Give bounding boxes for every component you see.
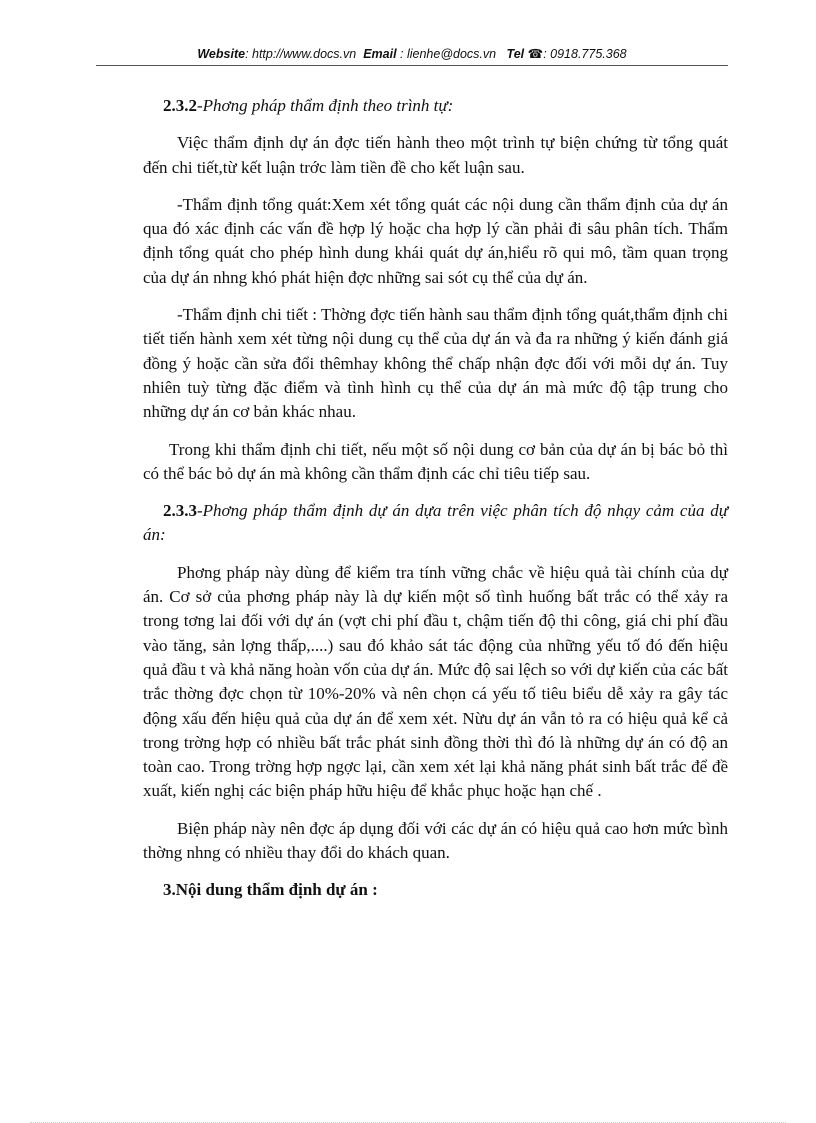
paragraph: Việc thẩm định dự án đợc tiến hành theo một trình tự biện chứng từ tổng quát đến chi tiết,từ kết luận trớc làm tiền đề cho kết luận sau. — [143, 133, 728, 177]
website-value: : http://www.docs.vn — [245, 47, 357, 61]
paragraph: -Thẩm định tổng quát:Xem xét tổng quát các nội dung cần thẩm định của dự án qua đó xác định các vấn đề hợp lý hoặc cha hợp lý cần phải đi sâu phân tích. Thẩm định tổng quát cho phép hình dung khái quát dự án,hiểu rõ qui mô, tầm quan trọng của dự án nhng khó phát hiện đợc những sai sót cụ thể của dự án. — [143, 194, 728, 287]
section-number: 2.3.2 — [163, 96, 197, 115]
paragraph: Phơng pháp này dùng để kiểm tra tính vững chắc về hiệu quả tài chính của dự án. Cơ sở của phơng pháp này là dự kiến một số tình huống bất trắc có thể xảy ra trong tơng lai đối với dự án (vợt chi phí đầu t, chậm tiến độ thi công, giá chi phí đầu vào tăng, sản lợng thấp,....) sau đó khảo sát tác động của những yếu tố đó đến hiệu quả đầu t và khả năng hoàn vốn của dự án. Mức độ sai lệch so với dự kiến của các bất trắc thờng đợc chọn từ 10%-20% và nên chọn cá yếu tố tiêu biểu dễ xảy ra gây tác động xấu đến hiệu quả của dự án để xem xét. Nừu dự án vẫn tỏ ra có hiệu quả kể cả trong trờng hợp có nhiều bất trắc phát sinh đồng thời thì đó là những dự án có độ an toàn cao. Trong trờng hợp ngợc lại, cần xem xét lại khả năng phát sinh bất trắc để đề xuất, kiến nghị các biện pháp hữu hiệu để khắc phục hoặc hạn chế . — [143, 562, 728, 801]
tel-label: Tel — [506, 47, 525, 61]
section-heading-3: 3.Nội dung thẩm định dự án : — [163, 880, 378, 900]
phone-icon: ☎ — [527, 47, 544, 61]
email-label: Email — [363, 47, 397, 61]
paragraph: Trong khi thẩm định chi tiết, nếu một số nội dung cơ bản của dự án bị bác bỏ thì có thể bác bỏ dự án mà không cần thẩm định các chỉ tiêu tiếp sau. — [143, 439, 728, 483]
document-body — [143, 94, 728, 916]
section-number: 2.3.3 — [163, 501, 197, 521]
website-label: Website — [197, 47, 246, 61]
page-header — [96, 46, 728, 66]
section-title: -Phơng pháp thẩm định dự án dựa trên việc phân tích độ nhạy cảm của dự án: — [143, 501, 728, 545]
section-heading-2-3-2 — [143, 94, 728, 118]
section-title: -Phơng pháp thẩm định theo trình tự: — [197, 96, 454, 115]
paragraph: Biện pháp này nên đợc áp dụng đối với các dự án có hiệu quả cao hơn mức bình thờng nhng có nhiều thay đổi do khách quan. — [143, 818, 728, 863]
paragraph: -Thẩm định chi tiết : Thờng đợc tiến hành sau thẩm định tổng quát,thẩm định chi tiết tiến hành xem xét từng nội dung cụ thể của dự án và đa ra những ý kiến đánh giá đồng ý hoặc cần sửa đổi thêmhay không thể chấp nhận đợc đối với mỗi dự án. Tuy nhiên tuỳ từng đặc điểm và tình hình cụ thể của dự án mà mức độ tập trung cho những dự án cơ bản khác nhau. — [143, 305, 728, 422]
email-value: : lienhe@docs.vn — [400, 47, 497, 61]
section-heading-2-3-3 — [143, 499, 728, 548]
tel-value: : 0918.775.368 — [543, 47, 627, 61]
